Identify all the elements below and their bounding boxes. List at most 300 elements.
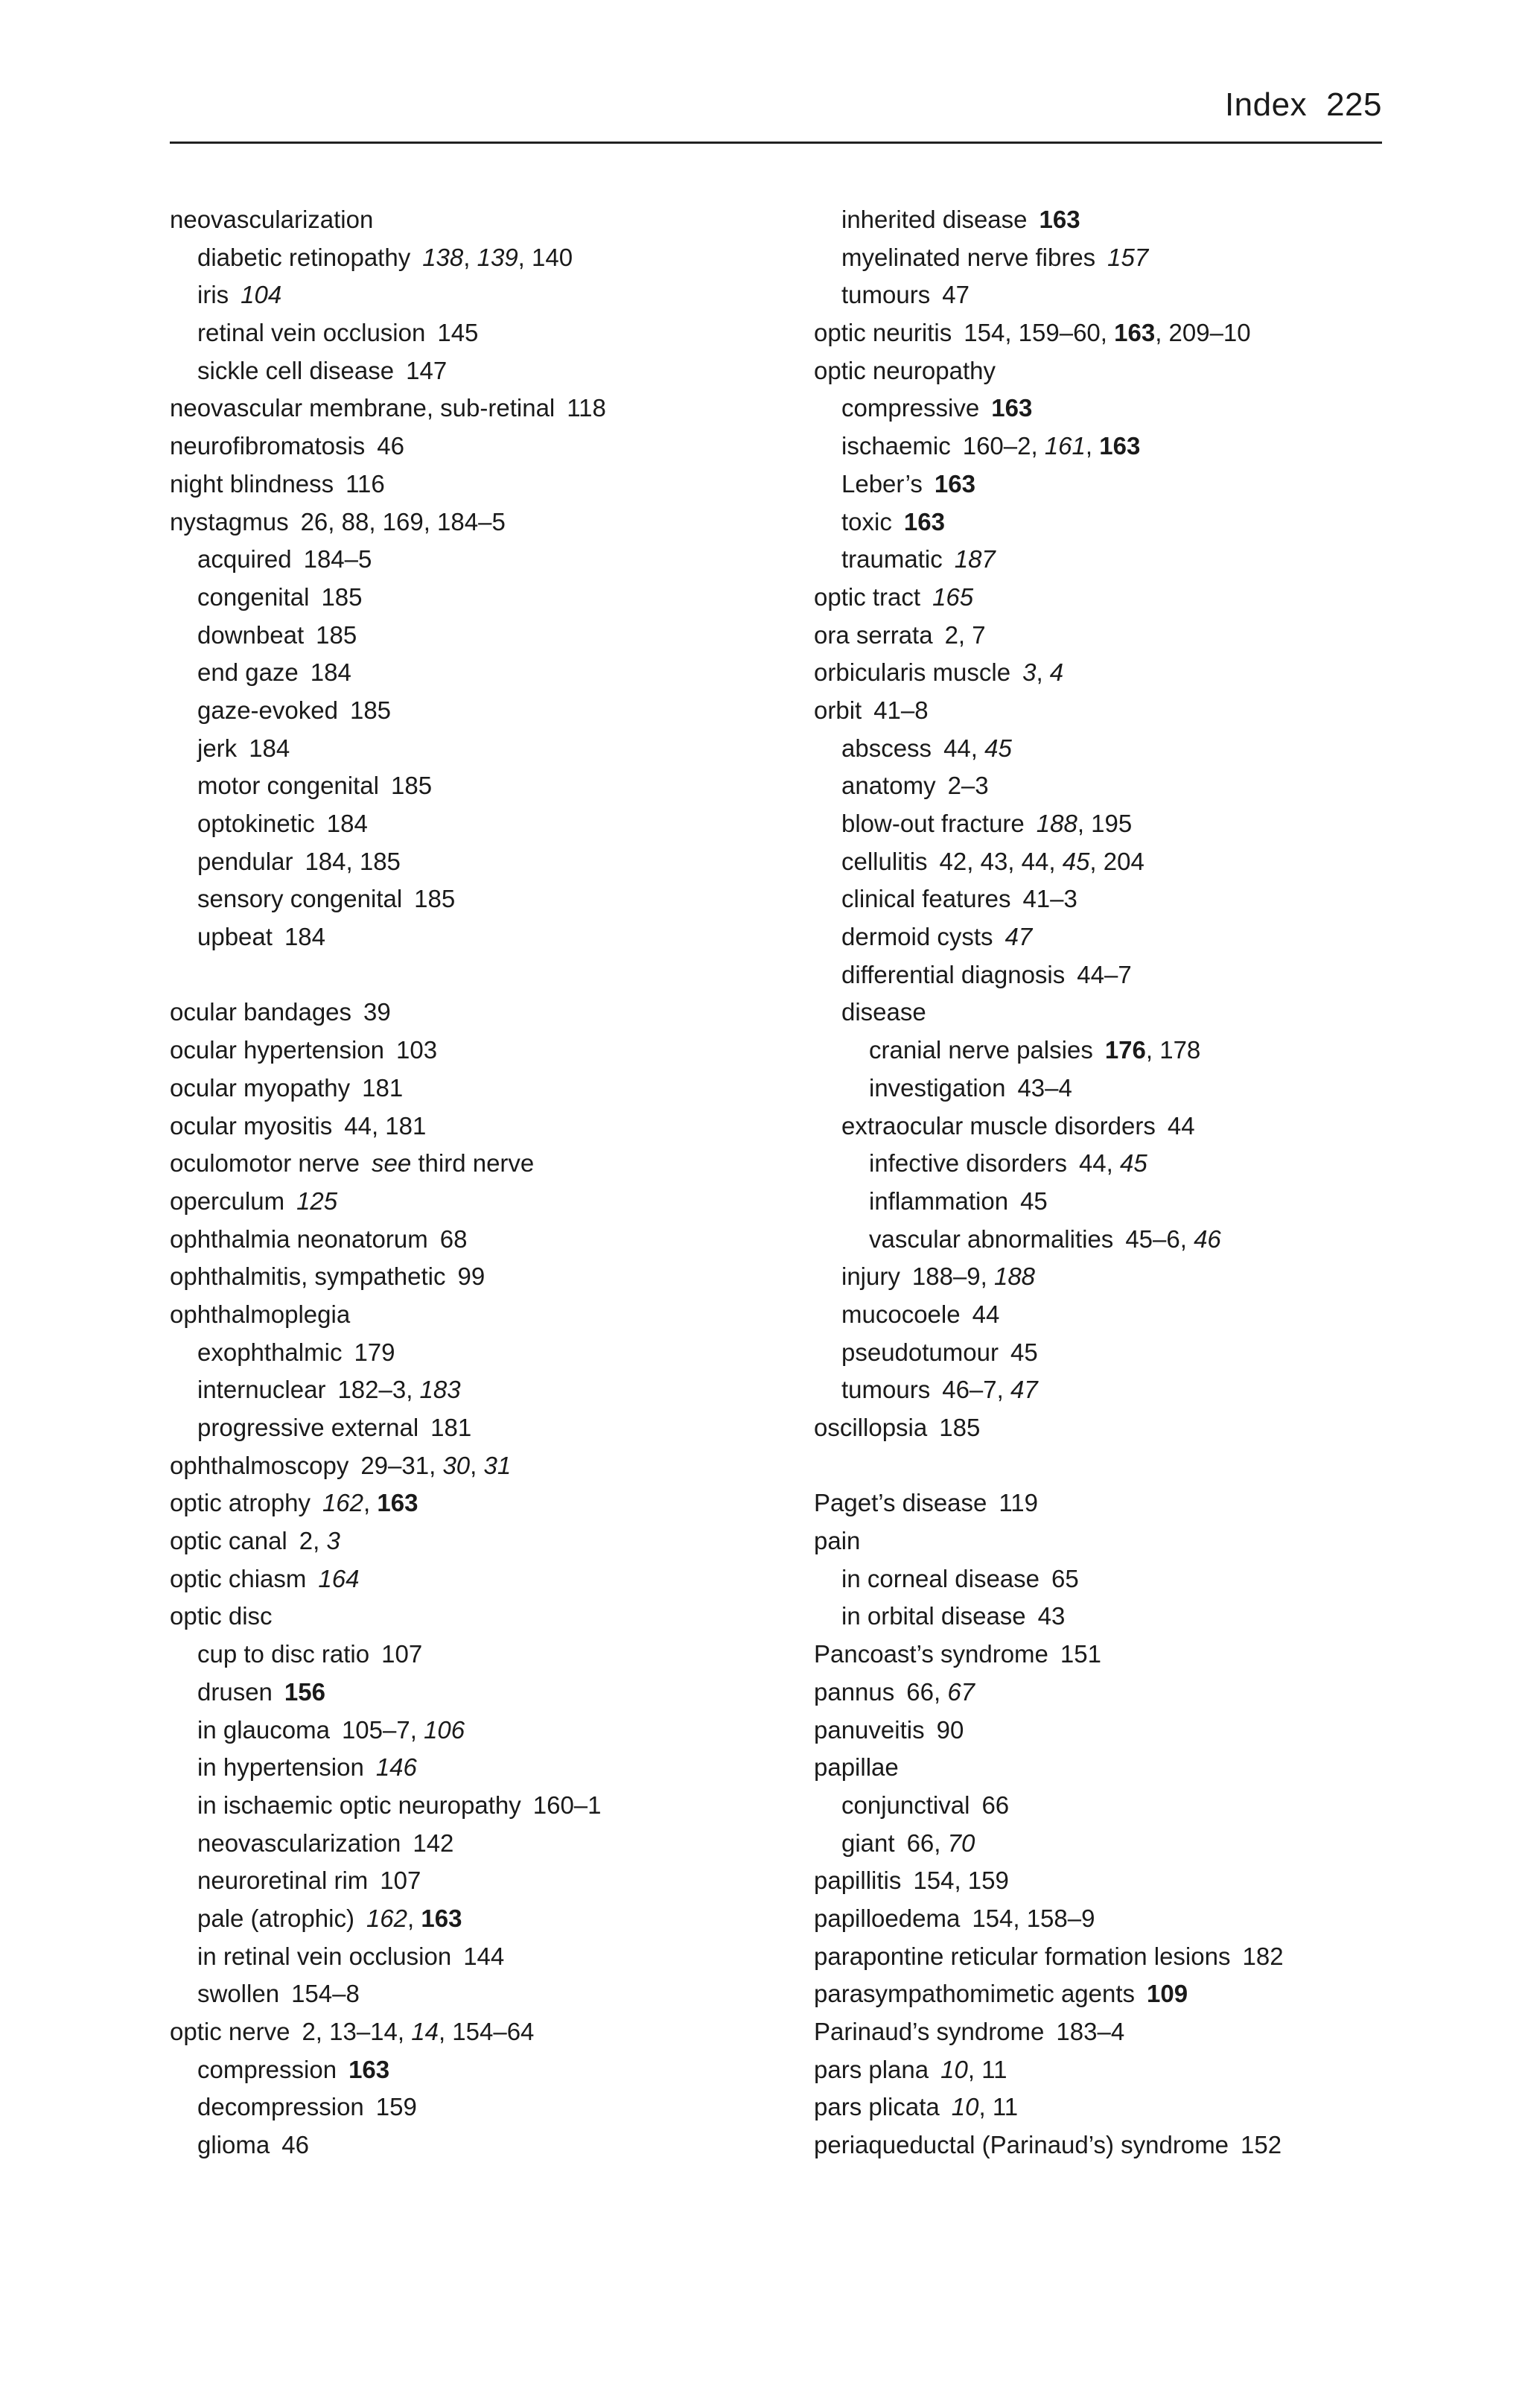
page-ref: 66,	[906, 1829, 948, 1857]
index-term: Pancoast’s syndrome	[814, 1640, 1048, 1668]
index-term: in glaucoma	[197, 1715, 330, 1744]
page-ref: 185	[390, 772, 433, 800]
page-ref: 144	[463, 1942, 505, 1970]
index-subentry	[170, 1975, 780, 2013]
index-subentry	[170, 239, 780, 277]
page-ref-italic: 162	[366, 1904, 408, 1932]
page-ref-bold: 163	[377, 1489, 418, 1517]
index-subentry	[170, 2051, 780, 2089]
page-references	[299, 1527, 340, 1554]
index-entry	[814, 692, 1424, 730]
index-term: anatomy	[841, 772, 936, 800]
index-entry	[814, 617, 1424, 655]
page-ref: 39	[363, 998, 391, 1026]
index-entry	[814, 1900, 1424, 1938]
page-references	[1105, 1036, 1200, 1064]
index-term: pain	[814, 1527, 861, 1555]
page-references	[363, 998, 391, 1026]
page-references	[342, 1716, 465, 1744]
index-term: ophthalmoscopy	[170, 1451, 349, 1479]
page-references	[430, 1414, 471, 1441]
page-references	[1022, 885, 1077, 912]
index-term: upbeat	[197, 923, 273, 951]
page-ref-italic: 188	[993, 1262, 1036, 1291]
page-references	[963, 432, 1141, 460]
index-subentry	[170, 617, 780, 655]
page-ref-bold: 163	[934, 469, 975, 498]
page-ref: 46–7,	[942, 1376, 1010, 1404]
index-subentry	[170, 692, 780, 730]
page-ref: 184	[326, 810, 368, 837]
page-ref: 46	[377, 432, 405, 460]
index-subentry	[170, 541, 780, 579]
page-references	[907, 1829, 975, 1857]
page-references	[458, 1262, 485, 1290]
index-term: jerk	[197, 734, 238, 762]
index-subentry	[814, 1296, 1424, 1334]
page-references	[327, 810, 368, 837]
page-references	[377, 432, 404, 460]
page-references	[981, 1791, 1009, 1819]
page-references	[437, 319, 478, 346]
index-entry	[814, 1862, 1424, 1900]
index-entry	[170, 1070, 780, 1108]
page-references	[1010, 1338, 1038, 1366]
page-references	[284, 923, 325, 950]
page-references	[972, 1300, 1000, 1328]
page-references	[346, 470, 385, 498]
page-ref: 119	[999, 1489, 1039, 1517]
index-term: parapontine reticular formation lesions	[814, 1942, 1231, 1970]
page-references	[937, 1716, 964, 1744]
page-ref-italic: 106	[424, 1715, 465, 1744]
index-subentry	[814, 843, 1424, 881]
page-ref: 44,	[1078, 1149, 1120, 1178]
index-term: toxic	[841, 507, 892, 536]
page-references	[940, 2056, 1007, 2083]
index-term: tumours	[841, 1376, 931, 1404]
page-references	[1147, 1980, 1188, 2007]
index-subentry	[814, 1787, 1424, 1825]
page-ref-bold: 163	[1099, 432, 1141, 460]
index-entry	[814, 2051, 1424, 2089]
page-references	[912, 1262, 1035, 1290]
index-term: operculum	[170, 1186, 285, 1215]
page-ref-italic: 164	[318, 1564, 360, 1592]
page-ref: 107	[380, 1867, 421, 1895]
page-ref: 44	[972, 1300, 1000, 1328]
page-references	[376, 1753, 417, 1781]
page-references	[942, 281, 970, 308]
index-subentry	[814, 767, 1424, 805]
index-subentry	[814, 1598, 1424, 1636]
page-ref: 44	[1167, 1111, 1195, 1140]
index-subentry	[814, 1145, 1424, 1183]
index-term: ocular hypertension	[170, 1036, 385, 1064]
page-references	[391, 772, 432, 799]
index-term: differential diagnosis	[841, 960, 1066, 988]
index-term: abscess	[841, 734, 932, 762]
page-ref-italic: 70	[947, 1829, 975, 1857]
index-subentry	[814, 1108, 1424, 1146]
index-term: optic canal	[170, 1527, 287, 1555]
page-ref: 145	[437, 319, 479, 347]
page-ref: 107	[381, 1640, 423, 1668]
index-subentry	[814, 1258, 1424, 1296]
page-ref: , 204	[1089, 847, 1144, 875]
page-ref-italic: 139	[477, 243, 518, 271]
index-entry	[170, 428, 780, 466]
page-references	[281, 2131, 309, 2158]
page-references	[372, 1149, 534, 1177]
index-term: exophthalmic	[197, 1338, 343, 1366]
page-ref: 181	[430, 1414, 472, 1441]
page-references	[1020, 1187, 1048, 1215]
page-ref-italic: 10	[951, 2093, 979, 2121]
page-ref-italic: 67	[947, 1677, 975, 1706]
page-references	[440, 1225, 468, 1253]
page-references	[381, 1640, 422, 1668]
page-ref: 184–5	[303, 545, 372, 574]
index-term: progressive external	[197, 1414, 419, 1441]
index-subentry	[170, 1787, 780, 1825]
page-references	[1077, 961, 1131, 988]
index-term: optic tract	[814, 582, 921, 611]
index-entry	[814, 1522, 1424, 1560]
index-term: tumours	[841, 281, 931, 309]
page-references	[376, 2093, 417, 2120]
page-references	[302, 2018, 534, 2045]
index-term: end gaze	[197, 658, 299, 687]
index-term: ora serrata	[814, 620, 933, 649]
index-subentry	[170, 1749, 780, 1787]
page-ref-italic: 46	[1194, 1224, 1221, 1253]
index-entry	[814, 2088, 1424, 2126]
page-ref-italic: 188	[1036, 810, 1077, 837]
page-ref: 45–6,	[1125, 1224, 1194, 1253]
index-subentry	[814, 956, 1424, 994]
index-entry	[170, 466, 780, 503]
page-ref: 160–2,	[962, 432, 1045, 460]
index-subentry	[170, 1938, 780, 1976]
page-ref: 147	[406, 356, 448, 384]
index-term: in hypertension	[197, 1753, 364, 1782]
page-references	[991, 394, 1032, 422]
index-entry	[170, 1560, 780, 1598]
index-term: cranial nerve palsies	[869, 1036, 1093, 1064]
page-references	[942, 1376, 1037, 1403]
page-ref: 46	[281, 2131, 309, 2159]
index-term: ophthalmoplegia	[170, 1300, 351, 1328]
page-ref: 44–7	[1077, 960, 1132, 988]
index-term: in orbital disease	[841, 1602, 1026, 1630]
page-ref-bold: 163	[421, 1904, 462, 1932]
page-ref: 90	[936, 1715, 964, 1744]
page-ref: 103	[396, 1036, 438, 1064]
page-references	[337, 1376, 460, 1403]
index-entry	[814, 2013, 1424, 2051]
index-subentry	[814, 503, 1424, 541]
page-ref: 2, 7	[944, 620, 986, 649]
index-subentry	[814, 1070, 1424, 1108]
page-ref-italic: 146	[375, 1753, 417, 1782]
index-term: Leber’s	[841, 469, 923, 498]
page-ref-italic: 3	[326, 1527, 340, 1555]
index-term: mucocoele	[841, 1300, 961, 1328]
page-ref: , 178	[1145, 1036, 1201, 1064]
index-entry	[170, 1145, 780, 1183]
page-references	[362, 1074, 403, 1102]
index-term: optic chiasm	[170, 1564, 307, 1592]
index-term: retinal vein occlusion	[197, 319, 426, 347]
page-references	[1017, 1074, 1072, 1102]
page-ref-italic: 31	[483, 1451, 512, 1479]
index-term: infective disorders	[869, 1149, 1067, 1178]
page-references	[316, 621, 357, 649]
index-subentry	[170, 2088, 780, 2126]
page-references	[964, 319, 1250, 346]
index-subentry	[170, 1334, 780, 1372]
index-term: neuroretinal rim	[197, 1867, 369, 1895]
index-term: glioma	[197, 2131, 270, 2159]
index-term: in corneal disease	[841, 1564, 1040, 1592]
page-ref: 41–3	[1022, 885, 1077, 913]
index-column-right	[814, 201, 1424, 2164]
page-ref: 182	[1242, 1942, 1284, 1970]
page-ref-italic: see	[371, 1149, 412, 1178]
page-references	[321, 583, 362, 611]
index-term: decompression	[197, 2093, 364, 2121]
page-ref: 185	[939, 1414, 981, 1441]
index-term: downbeat	[197, 620, 305, 649]
index-entry	[170, 1221, 780, 1259]
index-term: nystagmus	[170, 507, 289, 536]
index-term: orbit	[814, 696, 862, 724]
page-references	[350, 696, 391, 724]
index-term: internuclear	[197, 1376, 326, 1404]
page-references	[1056, 2018, 1124, 2045]
index-term: optic neuritis	[814, 319, 952, 347]
page-references	[354, 1338, 395, 1366]
page-ref: , 140	[518, 243, 573, 271]
index-subentry	[170, 2126, 780, 2164]
page-references	[296, 1187, 337, 1215]
index-subentry	[814, 1560, 1424, 1598]
page-ref: 183–4	[1056, 2018, 1125, 2045]
page-references	[291, 1980, 360, 2007]
index-term: in retinal vein occlusion	[197, 1942, 452, 1970]
index-term: periaqueductal (Parinaud’s) syndrome	[814, 2131, 1229, 2159]
page-references	[1037, 810, 1132, 837]
index-term: giant	[841, 1829, 895, 1857]
page-references	[311, 658, 351, 686]
page-references	[422, 244, 573, 271]
page-references	[952, 2093, 1018, 2120]
page-references	[413, 1829, 453, 1857]
page-ref: 99	[457, 1262, 485, 1291]
index-entry	[170, 1032, 780, 1070]
index-term: acquired	[197, 545, 292, 574]
page-ref-italic: 47	[1005, 923, 1033, 951]
page-references	[1241, 2131, 1282, 2158]
page-ref-italic: 183	[419, 1376, 461, 1404]
page-references	[945, 621, 986, 649]
index-subentry	[814, 1371, 1424, 1409]
page-references	[301, 508, 506, 536]
index-term: ocular myopathy	[170, 1073, 351, 1102]
index-subentry	[170, 918, 780, 956]
index-entry	[814, 1674, 1424, 1712]
index-subentry	[170, 1636, 780, 1674]
index-term: inflammation	[869, 1186, 1009, 1215]
index-entry	[170, 390, 780, 428]
page-references	[1107, 244, 1148, 271]
page-ref: ,	[470, 1451, 484, 1479]
page-references	[1079, 1149, 1147, 1177]
page-ref-italic: 125	[296, 1186, 338, 1215]
index-subentry	[814, 805, 1424, 843]
index-term: ocular myositis	[170, 1111, 333, 1140]
running-header	[170, 83, 1382, 144]
page-references	[366, 1905, 462, 1932]
page-ref-bold: 163	[991, 394, 1033, 422]
page-ref: 42, 43, 44,	[939, 847, 1063, 875]
index-term: Parinaud’s syndrome	[814, 2018, 1045, 2045]
page-references	[344, 1112, 426, 1140]
index-subentry	[170, 352, 780, 390]
page-ref: 44, 181	[344, 1111, 427, 1140]
page-references	[1051, 1565, 1079, 1592]
page-references	[972, 1905, 1095, 1932]
index-term: ocular bandages	[170, 998, 352, 1026]
index-term: gaze-evoked	[197, 696, 338, 724]
page-references	[999, 1489, 1038, 1516]
index-subentry	[814, 541, 1424, 579]
page-references	[939, 1414, 980, 1441]
page-ref: third nerve	[411, 1149, 535, 1178]
page-ref: 45	[1010, 1338, 1038, 1366]
index-term: pars plana	[814, 2055, 929, 2083]
index-subentry	[814, 1825, 1424, 1863]
running-head	[1225, 86, 1382, 124]
index-subentry	[170, 579, 780, 617]
index-entry	[170, 1484, 780, 1522]
index-term: neurofibromatosis	[170, 432, 366, 460]
index-entry	[170, 1522, 780, 1560]
index-term: conjunctival	[841, 1791, 970, 1819]
page-ref: 105–7,	[341, 1715, 424, 1744]
page-ref: , 154–64	[438, 2018, 535, 2045]
index-subentry	[814, 1334, 1424, 1372]
index-subentry	[170, 1862, 780, 1900]
page-references	[414, 885, 455, 912]
index-term: neovascularization	[197, 1829, 401, 1857]
page-ref: 182–3,	[337, 1376, 420, 1404]
page-references	[406, 357, 447, 384]
index-subentry	[170, 767, 780, 805]
index-entry	[170, 1183, 780, 1221]
index-subentry	[170, 880, 780, 918]
page-ref: 184	[249, 734, 290, 762]
index-term: traumatic	[841, 545, 943, 574]
page-ref: 160–1	[532, 1791, 602, 1819]
page-references	[463, 1942, 504, 1970]
page-references	[1040, 206, 1080, 233]
index-subentry	[170, 1409, 780, 1447]
page-ref: 179	[354, 1338, 395, 1366]
page-ref: 154–8	[291, 1980, 360, 2008]
page-ref-bold: 109	[1147, 1980, 1188, 2008]
page-ref: 47	[942, 281, 970, 309]
page-ref-italic: 30	[442, 1451, 471, 1479]
index-subentry	[814, 276, 1424, 314]
page-references	[318, 1565, 359, 1592]
page-ref: 66,	[906, 1677, 948, 1706]
page-ref-italic: 157	[1107, 243, 1149, 271]
page-references	[948, 772, 989, 799]
page-ref: 45	[1020, 1186, 1048, 1215]
index-entry	[814, 352, 1424, 390]
index-term: oscillopsia	[814, 1414, 928, 1441]
index-term: sickle cell disease	[197, 356, 395, 384]
index-term: optic disc	[170, 1602, 273, 1630]
page-ref-bold: 176	[1104, 1036, 1146, 1064]
page-references	[932, 583, 973, 611]
index-term: orbicularis muscle	[814, 658, 1011, 687]
index-term: blow-out fracture	[841, 810, 1025, 837]
index-entry	[814, 1636, 1424, 1674]
index-term: night blindness	[170, 469, 334, 498]
index-entry	[814, 654, 1424, 692]
page-ref: 154, 158–9	[972, 1904, 1095, 1932]
index-subentry	[814, 918, 1424, 956]
page-references	[1242, 1942, 1283, 1970]
page-references	[396, 1036, 437, 1064]
index-subentry	[814, 428, 1424, 466]
index-entry	[170, 994, 780, 1032]
page-ref-italic: 10	[940, 2055, 968, 2083]
index-subentry	[814, 730, 1424, 768]
index-term: ophthalmitis, sympathetic	[170, 1262, 446, 1291]
header-title: Index	[1224, 86, 1308, 123]
page-references	[284, 1678, 325, 1706]
page-references	[1038, 1602, 1066, 1630]
page-ref: 151	[1060, 1640, 1101, 1668]
index-subentry	[170, 314, 780, 352]
index-subentry	[814, 994, 1424, 1032]
page-ref-bold: 163	[1114, 319, 1156, 347]
page-references	[567, 394, 606, 422]
page-ref: 43–4	[1017, 1073, 1072, 1102]
page-ref: 116	[346, 469, 385, 498]
page-ref: 159	[375, 2093, 417, 2121]
page-references	[304, 545, 372, 573]
index-term: pars plicata	[814, 2093, 940, 2121]
index-entry	[814, 579, 1424, 617]
page-references	[1060, 1640, 1101, 1668]
page-ref-italic: 161	[1044, 432, 1086, 460]
index-term: Paget’s disease	[814, 1489, 987, 1517]
page-references	[940, 848, 1144, 875]
page-ref-italic: 45	[1120, 1149, 1147, 1178]
page-ref: 152	[1241, 2131, 1282, 2159]
index-term: ophthalmia neonatorum	[170, 1224, 428, 1253]
index-term: clinical features	[841, 885, 1011, 913]
page-ref-italic: 45	[984, 734, 1012, 762]
page-ref-italic: 138	[422, 243, 464, 271]
index-term: injury	[841, 1262, 900, 1291]
page-number: 225	[1326, 86, 1382, 123]
